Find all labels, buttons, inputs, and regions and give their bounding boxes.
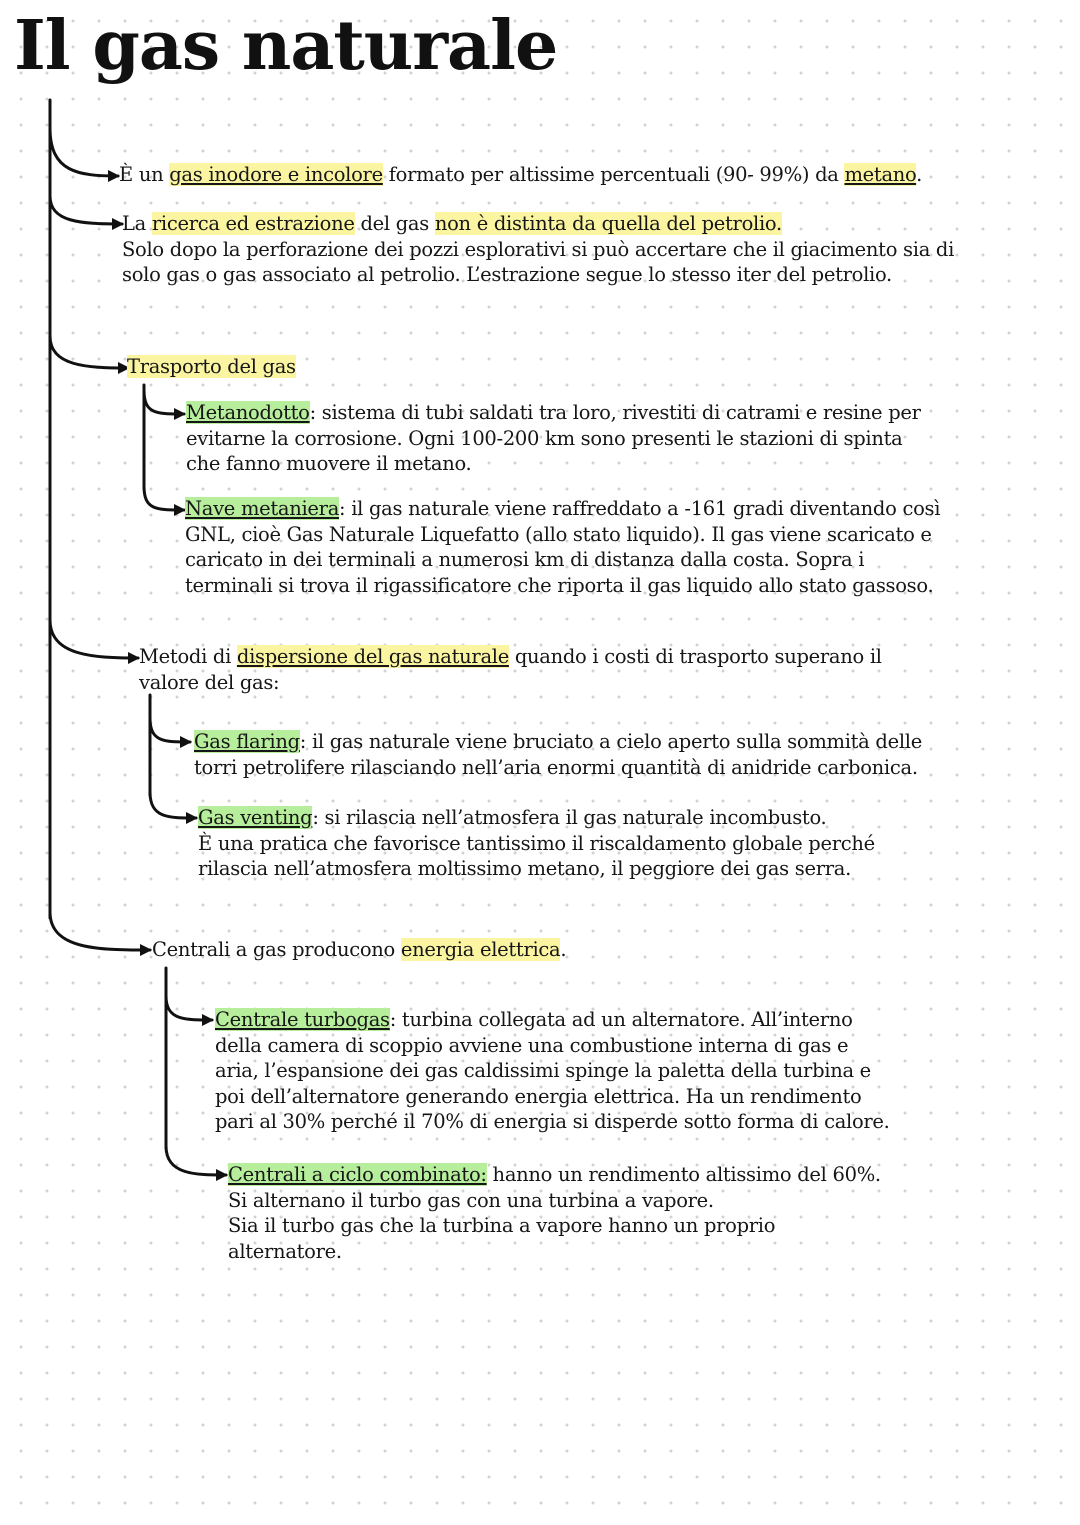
key-term: Metanodotto xyxy=(186,401,310,424)
arrow-connector-icon xyxy=(50,620,138,658)
text-line: GNL, cioè Gas Naturale Liquefatto (allo stato liquido). Il gas viene scaricato e xyxy=(185,522,932,546)
section-trasporto xyxy=(127,354,296,380)
arrow-connector-icon xyxy=(50,128,118,176)
text-line: rilascia nell’atmosfera moltissimo metano, il peggiore dei gas serra. xyxy=(198,857,851,880)
text-line: È una pratica che favorisce tantissimo il riscaldamento globale perché xyxy=(198,831,875,855)
text-line: Nave metaniera: il gas naturale viene raffreddato a -161 gradi diventando così xyxy=(185,497,941,520)
arrow-connector-icon xyxy=(144,486,184,510)
text-line: Centrale turbogas: turbina collegata ad un alternatore. All’interno xyxy=(215,1008,853,1031)
text-line: alternatore. xyxy=(228,1239,342,1263)
text-line: valore del gas: xyxy=(139,670,280,694)
section-centrali xyxy=(152,937,566,963)
arrow-connector-icon xyxy=(144,390,184,414)
key-term: Gas venting xyxy=(198,806,313,829)
text-line: Gas flaring: il gas naturale viene bruciato a cielo aperto sulla sommità delle xyxy=(194,730,922,753)
highlight-term: metano xyxy=(844,163,917,186)
text-line: Centrali a ciclo combinato: hanno un rendimento altissimo del 60%. xyxy=(228,1163,881,1186)
text-line: pari al 30% perché il 70% di energia si disperde sotto forma di calore. xyxy=(215,1110,890,1133)
item-gas-flaring xyxy=(194,729,922,780)
text-line: Metodi di dispersione del gas naturale quando i costi di trasporto superano il xyxy=(139,645,882,668)
arrow-connector-icon xyxy=(50,196,122,224)
text-line: Centrali a gas producono energia elettrica. xyxy=(152,938,567,961)
arrow-connector-icon xyxy=(150,718,190,742)
highlight-term: dispersione del gas naturale xyxy=(236,645,509,668)
highlight-term: non è distinta da quella del petrolio. xyxy=(434,212,782,235)
text-line: aria, l’espansione dei gas caldissimi spinge la paletta della turbina e xyxy=(215,1059,871,1082)
highlight-term: gas inodore e incolore xyxy=(169,163,383,186)
arrow-connector-icon xyxy=(50,336,128,368)
highlight-term: energia elettrica xyxy=(400,938,561,961)
text-line: Metanodotto: sistema di tubi saldati tra loro, rivestiti di catrami e resine per xyxy=(186,401,921,424)
point-gas-description xyxy=(119,162,922,188)
text-line: Solo dopo la perforazione dei pozzi esplorativi si può accertare che il giacimento sia di xyxy=(122,237,955,261)
text-line: terminali si trova il rigassificatore che riporta il gas liquido allo stato gassoso. xyxy=(185,573,934,597)
page-title: Il gas naturale xyxy=(14,6,558,86)
text-line: poi dell’alternatore generando energia elettrica. Ha un rendimento xyxy=(215,1084,862,1108)
text-line: solo gas o gas associato al petrolio. L’estrazione segue lo stesso iter del petrolio. xyxy=(122,263,892,286)
item-centrale-turbogas xyxy=(215,1007,890,1135)
item-metanodotto xyxy=(186,400,921,477)
arrow-connector-icon xyxy=(150,792,196,818)
arrow-connector-icon xyxy=(50,912,150,950)
text-line: Si alternano il turbo gas con una turbina a vapore. xyxy=(228,1188,714,1212)
text-line: evitarne la corrosione. Ogni 100-200 km sono presenti le stazioni di spinta xyxy=(186,426,903,450)
item-nave-metaniera xyxy=(185,496,940,598)
text-line: della camera di scoppio avviene una combustione interna di gas e xyxy=(215,1033,849,1057)
section-heading: Trasporto del gas xyxy=(127,355,296,378)
text-line: torri petrolifere rilasciando nell’aria enormi quantità di anidride carbonica. xyxy=(194,755,918,779)
item-ciclo-combinato xyxy=(228,1162,881,1264)
highlight-term: ricerca ed estrazione xyxy=(151,212,355,235)
arrow-connector-icon xyxy=(166,1146,226,1175)
text-line: La ricerca ed estrazione del gas non è distinta da quella del petrolio. xyxy=(122,212,782,235)
key-term: Gas flaring xyxy=(194,730,300,753)
key-term: Nave metaniera xyxy=(185,497,340,520)
arrow-connector-icon xyxy=(166,996,212,1020)
key-term: Centrali a ciclo combinato: xyxy=(228,1163,487,1186)
point-ricerca-estrazione xyxy=(122,211,954,288)
text-line: che fanno muovere il metano. xyxy=(186,452,472,475)
text-line: caricato in dei terminali a numerosi km di distanza dalla costa. Sopra i xyxy=(185,548,865,571)
text-line: È un gas inodore e incolore formato per altissime percentuali (90- 99%) da metano. xyxy=(119,163,923,186)
item-gas-venting xyxy=(198,805,875,882)
section-dispersione xyxy=(139,644,882,695)
key-term: Centrale turbogas xyxy=(215,1008,390,1031)
text-line: Gas venting: si rilascia nell’atmosfera il gas naturale incombusto. xyxy=(198,806,827,829)
text-line: Sia il turbo gas che la turbina a vapore hanno un proprio xyxy=(228,1214,776,1237)
